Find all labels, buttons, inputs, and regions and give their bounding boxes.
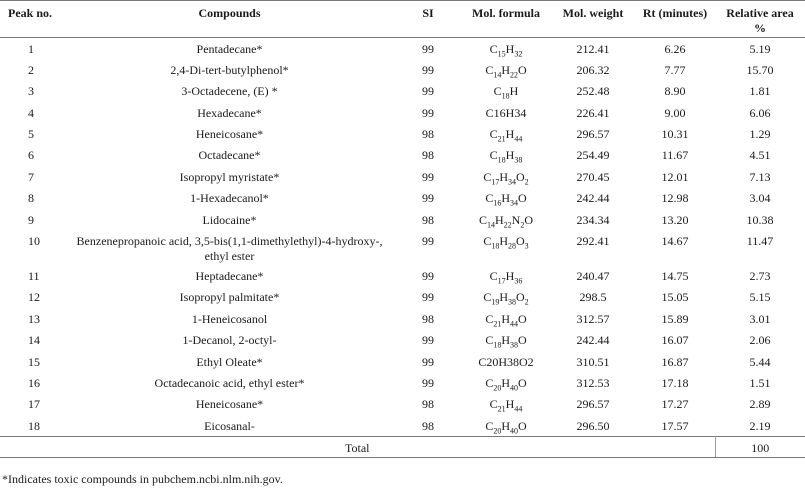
cell-rt: 12.98 [661,191,689,206]
cell-rt: 13.20 [661,212,689,227]
cell-compound: Octadecanoic acid, ethyl ester* [154,375,305,390]
cell-relative-area: 6.06 [749,105,771,120]
header-rt: Rt (minutes) [635,1,715,38]
cell-mol-formula [461,329,551,350]
formula-element: C [489,148,498,163]
footnote: *Indicates toxic compounds in pubchem.ncbi.nlm.nih.gov. [2,472,283,486]
formula-element: C [489,42,498,56]
total-row [0,436,805,457]
cell-compound: 3-Octadecene, (E) * [181,84,278,99]
cell-mol-weight: 296.57 [576,127,610,142]
cell-rt: 15.05 [661,290,689,305]
table-row [0,144,805,165]
cell-mol-weight: 226.41 [576,105,610,120]
table-row [0,265,805,286]
table-row [0,393,805,414]
cell-mol-formula [461,415,551,436]
cell-compound: Isopropyl palmitate* [179,290,280,305]
cell-relative-area: 5.44 [749,354,771,369]
header-mol-formula: Mol. formula [461,1,551,38]
formula-subscript: 16 [493,198,502,208]
cell-mol-weight: 206.32 [576,62,610,77]
cell-peak-no: 18 [28,418,40,433]
cell-relative-area: 5.19 [749,42,771,56]
cell-rt: 6.26 [664,42,686,56]
header-si: SI [395,1,461,38]
cell-rt: 17.18 [661,375,689,390]
cell-rt: 14.75 [661,269,689,284]
formula-subscript: 34 [508,177,516,187]
header-relative-area [715,1,805,38]
formula-element: H [505,42,515,56]
formula-subscript: 44 [514,134,523,144]
cell-peak-no: 5 [28,127,34,142]
table-row [0,329,805,350]
formula-element: H [499,290,508,305]
cell-relative-area: 1.51 [749,375,771,390]
formula-element: H [499,234,508,249]
cell-relative-area: 2.89 [749,397,771,412]
cell-mol-weight: 252.48 [576,84,610,99]
formula-element: O [516,234,525,249]
formula-subscript: 22 [510,70,518,80]
cell-mol-formula [461,59,551,80]
cell-mol-formula [461,187,551,208]
cell-mol-formula [461,123,551,144]
cell-mol-formula [461,372,551,393]
cell-mol-formula [461,144,551,165]
formula-subscript: 32 [514,49,523,59]
cell-peak-no: 15 [28,354,40,369]
formula-subscript: 22 [503,220,512,230]
cell-mol-formula [461,351,551,372]
formula-subscript: 40 [510,383,518,393]
cell-mol-weight: 310.51 [576,354,610,369]
formula-subscript: 20 [493,383,502,393]
cell-relative-area: 10.38 [746,212,774,227]
header-relative-area-line1: Relative area [726,6,794,20]
cell-relative-area: 1.29 [749,127,771,142]
formula-element: C [489,127,498,142]
header-row [0,1,805,38]
formula-element: O [518,62,527,77]
table-row [0,415,805,436]
cell-compound: Pentadecane* [196,42,263,56]
formula-element: H [499,169,508,184]
formula-element: H [501,191,510,206]
formula-subscript: 21 [497,134,506,144]
formula-subscript: 38 [510,340,518,350]
cell-mol-weight: 298.5 [579,290,607,305]
cell-rt: 17.57 [661,418,689,433]
total-label: Total [0,436,715,457]
cell-mol-weight: 312.57 [576,311,610,326]
total-value: 100 [715,436,805,457]
cell-si: 99 [422,354,434,369]
cell-mol-weight: 296.50 [576,418,610,433]
formula-subscript: 38 [508,297,516,307]
cell-rt: 16.07 [661,333,689,348]
cell-peak-no: 14 [28,333,40,348]
cell-relative-area: 3.01 [749,311,771,326]
cell-relative-area: 4.51 [749,148,771,163]
formula-element: H [501,333,510,348]
cell-peak-no: 11 [28,269,40,284]
cell-rt: 12.01 [661,169,689,184]
cell-peak-no: 6 [28,148,34,163]
cell-relative-area: 2.73 [749,269,771,284]
cell-mol-weight: 296.57 [576,397,610,412]
cell-rt: 8.90 [664,84,686,99]
table-row [0,59,805,80]
formula-element: H [501,375,510,390]
formula-subscript: 38 [514,155,523,165]
formula-element: O [518,311,527,326]
cell-rt: 10.31 [661,127,689,142]
formula-subscript: 18 [501,91,510,101]
cell-mol-formula [461,308,551,329]
formula-element: H [505,397,515,412]
formula-element: C [489,397,498,412]
formula-subscript: 20 [493,426,502,436]
cell-si: 98 [422,127,434,142]
table-row [0,209,805,230]
formula-element: O [518,375,527,390]
formula-subscript: 28 [508,241,516,251]
table-row [0,286,805,307]
cell-peak-no: 16 [28,375,40,390]
cell-peak-no: 4 [28,105,34,120]
formula-subscript: 19 [491,297,500,307]
cell-rt: 17.27 [661,397,689,412]
cell-si: 99 [422,62,434,77]
formula-element: C [489,269,498,284]
table-row [0,187,805,208]
cell-si: 99 [422,191,434,206]
formula-element: O [524,212,534,227]
cell-compound: Heneicosane* [195,397,264,412]
formula-subscript: 14 [493,70,502,80]
cell-mol-formula [461,230,551,265]
cell-relative-area: 5.15 [749,290,771,305]
table-row [0,351,805,372]
cell-si: 99 [422,375,434,390]
cell-mol-formula [461,209,551,230]
formula-element: H [505,148,515,163]
formula-subscript: 18 [491,241,500,251]
formula-subscript: 21 [493,319,502,329]
cell-peak-no: 17 [28,397,40,412]
cell-compound: Ethyl Oleate* [196,354,263,369]
cell-si: 99 [422,269,434,284]
formula-element: C [483,169,492,184]
formula-element: H [509,84,519,99]
cell-mol-formula [461,265,551,286]
formula-element: C20H38O2 [478,354,534,369]
cell-peak-no: 12 [28,290,40,305]
cell-rt: 16.87 [661,354,689,369]
cell-peak-no: 10 [28,234,40,249]
cell-rt: 11.67 [661,148,689,163]
cell-si: 99 [422,290,434,305]
cell-rt: 7.77 [664,62,686,77]
formula-element: C [485,62,494,77]
cell-mol-weight: 234.34 [576,212,610,227]
cell-si: 98 [422,418,434,433]
cell-rt: 9.00 [664,105,686,120]
cell-relative-area: 1.81 [749,84,771,99]
cell-rt: 15.89 [661,311,689,326]
formula-subscript: 17 [491,177,500,187]
cell-compound: Benzenepropanoic acid, 3,5-bis(1,1-dimethylethyl)-4-hydroxy-, ethyl ester [76,234,383,264]
cell-mol-weight: 240.47 [576,269,610,284]
formula-element: O [516,169,525,184]
cell-compound: 1-Decanol, 2-octyl- [182,333,277,348]
cell-compound: Heptadecane* [195,269,264,284]
cell-mol-formula [461,102,551,123]
formula-subscript: 36 [514,276,523,286]
formula-subscript: 17 [497,276,506,286]
cell-mol-formula [461,286,551,307]
cell-relative-area: 2.06 [749,333,771,348]
cell-peak-no: 8 [28,191,34,206]
formula-element: C16H34 [485,105,527,120]
formula-subscript: 2 [520,220,525,230]
cell-relative-area: 7.13 [749,169,771,184]
cell-peak-no: 3 [28,84,34,99]
cell-relative-area: 15.70 [746,62,774,77]
table-row [0,372,805,393]
formula-element: C [485,333,494,348]
cell-peak-no: 7 [28,169,34,184]
cell-mol-weight: 292.41 [576,234,610,249]
cell-compound: Octadecane* [198,148,261,163]
cell-compound: 1-Hexadecanol* [190,191,269,206]
formula-subscript: 15 [497,49,506,59]
cell-si: 99 [422,105,434,120]
cell-peak-no: 9 [28,212,34,227]
formula-element: O [518,333,527,348]
formula-element: C [485,191,494,206]
formula-subscript: 2 [524,297,529,307]
formula-element: H [495,212,504,227]
table-header [0,1,805,38]
cell-compound: Heneicosane* [195,127,264,142]
table-row [0,123,805,144]
cell-si: 99 [422,42,434,56]
table-row [0,308,805,329]
cell-mol-weight: 254.49 [576,148,610,163]
formula-element: H [505,127,515,142]
cell-mol-formula [461,166,551,187]
cell-mol-formula [461,393,551,414]
formula-element: N [511,212,521,227]
cell-mol-weight: 242.44 [576,333,610,348]
cell-peak-no: 1 [28,42,34,56]
formula-element: C [483,290,492,305]
cell-compound: 2,4-Di-tert-butylphenol* [170,62,289,77]
table-row [0,230,805,265]
cell-compound: Lidocaine* [202,212,257,227]
formula-subscript: 18 [493,340,502,350]
cell-si: 98 [422,397,434,412]
cell-relative-area: 3.04 [749,191,771,206]
cell-si: 98 [422,148,434,163]
formula-element: O [518,418,527,433]
formula-element: C [485,311,494,326]
table-body [0,38,805,458]
formula-subscript: 2 [524,177,529,187]
cell-si: 98 [422,212,434,227]
cell-si: 99 [422,333,434,348]
formula-subscript: 34 [510,198,518,208]
cell-relative-area: 11.47 [746,234,774,249]
cell-compound: Hexadecane* [197,105,262,120]
cell-peak-no: 13 [28,311,40,326]
formula-element: C [485,418,494,433]
cell-si: 99 [422,234,434,249]
cell-compound: Eicosanal- [204,418,255,433]
cell-rt: 14.67 [661,234,689,249]
header-relative-area-line2: % [754,21,766,35]
cell-mol-weight: 270.45 [576,169,610,184]
formula-subscript: 21 [497,404,506,414]
cell-peak-no: 2 [28,62,34,77]
cell-si: 99 [422,169,434,184]
table-row [0,80,805,101]
table-row [0,166,805,187]
cell-relative-area: 2.19 [749,418,771,433]
formula-subscript: 18 [497,155,506,165]
header-mol-weight: Mol. weight [551,1,635,38]
formula-subscript: 3 [524,241,529,251]
formula-element: C [493,84,502,99]
cell-compound: 1-Heneicosanol [191,311,268,326]
formula-subscript: 44 [514,404,523,414]
formula-element: H [505,269,515,284]
header-peak-no: Peak no. [0,1,64,38]
formula-element: O [518,191,527,206]
formula-subscript: 44 [510,319,518,329]
cell-si: 98 [422,311,434,326]
formula-element: C [485,375,494,390]
formula-element: H [501,62,510,77]
cell-si: 99 [422,84,434,99]
cell-mol-weight: 212.41 [576,42,610,56]
header-compounds: Compounds [64,1,395,38]
cell-mol-formula [461,80,551,101]
cell-mol-weight: 242.44 [576,191,610,206]
cell-compound: Isopropyl myristate* [179,169,280,184]
formula-subscript: 40 [510,426,518,436]
cell-mol-formula [461,38,551,59]
formula-element: C [483,234,492,249]
formula-element: C [478,212,487,227]
cell-mol-weight: 312.53 [576,375,610,390]
formula-element: H [501,311,510,326]
formula-element: H [501,418,510,433]
formula-element: O [516,290,525,305]
table-row [0,38,805,59]
table-row [0,102,805,123]
formula-subscript: 14 [487,220,495,230]
